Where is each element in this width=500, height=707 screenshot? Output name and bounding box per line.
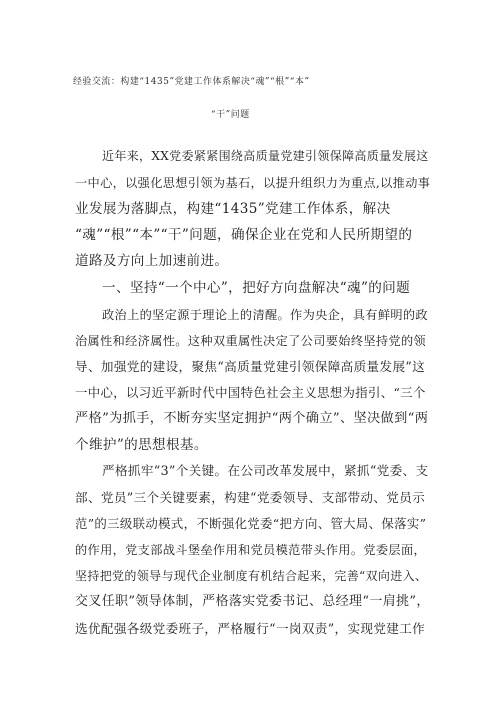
paragraph-line: 业发展为落脚点，构建“1435”党建工作体系，解决 bbox=[75, 201, 391, 217]
document-title-line-2: “干”问题 bbox=[211, 110, 250, 120]
paragraph-line: 的作用，党支部战斗堡垒作用和党员模范带头作用。党委层面， bbox=[75, 543, 427, 557]
paragraph-line: 严格抓牢“3”个关键。在公司改革发展中，紧抓“党委、支 bbox=[102, 463, 429, 478]
paragraph-line: 导、加强党的建设，聚焦“高质量党建引领保障高质量发展”这 bbox=[75, 359, 426, 374]
paragraph-line: 道路及方向上加速前进。 bbox=[75, 253, 229, 269]
paragraph-line: 一中心，以习近平新时代中国特色社会主义思想为指引、“三个 bbox=[75, 385, 426, 400]
paragraph-line: 个维护”的思想根基。 bbox=[75, 437, 208, 453]
document-title-line-1: 经验交流：构建“1435”党建工作体系解决“魂”“根”“本” bbox=[73, 77, 310, 87]
paragraph-line: “魂”“根”“本”“干”问题，确保企业在党和人民所期望的 bbox=[75, 227, 413, 243]
section-heading: 一、坚持“一个中心”，把好方向盘解决“魂”的问题 bbox=[102, 280, 411, 296]
paragraph-line: 一中心，以强化思想引领为基石，以提升组织力为重点,以推动事 bbox=[75, 176, 431, 190]
paragraph-line: 坚持把党的领导与现代企业制度有机结合起来，完善“双向进入、 bbox=[75, 569, 428, 583]
paragraph-line: 政治上的坚定源于理论上的清醒。作为央企，具有鲜明的政 bbox=[102, 308, 428, 322]
paragraph-line: 近年来，XX党委紧紧围绕高质量党建引领保障高质量发展这 bbox=[102, 149, 429, 163]
paragraph-line: 范”的三级联动模式，不断强化党委“把方向、管大局、保落实” bbox=[75, 516, 427, 531]
paragraph-line: 严格”为抓手，不断夯实坚定拥护“两个确立”、坚决做到“两 bbox=[75, 411, 429, 426]
paragraph-line: 交叉任职”领导体制，严格落实党委书记、总经理“一肩挑”， bbox=[75, 594, 430, 609]
paragraph-line: 部、党员”三个关键要素，构建“党委领导、支部带动、党员示 bbox=[75, 490, 426, 505]
paragraph-line: 治属性和经济属性。这种双重属性决定了公司要始终坚持党的领 bbox=[75, 334, 427, 348]
paragraph-line: 选优配强各级党委班子，严格履行“一岗双责”，实现党建工作 bbox=[75, 621, 426, 636]
